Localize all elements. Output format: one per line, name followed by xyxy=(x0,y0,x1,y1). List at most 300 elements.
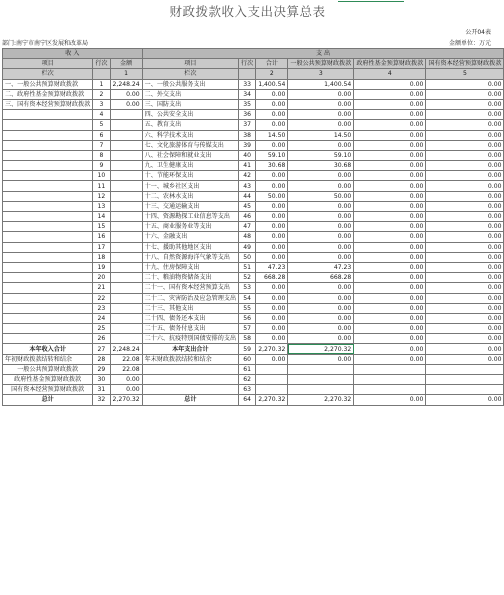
total-cell[interactable] xyxy=(288,385,354,395)
income-amount-cell[interactable] xyxy=(110,324,142,334)
income-amount-cell[interactable] xyxy=(110,222,142,232)
general-budget-cell[interactable]: 1,400.54 xyxy=(288,79,354,89)
total-cell[interactable]: 2,270.32 xyxy=(110,395,142,405)
general-budget-cell[interactable]: 0.00 xyxy=(288,324,354,334)
gov-fund-cell[interactable]: 0.00 xyxy=(354,120,426,130)
income-line-cell[interactable]: 7 xyxy=(93,140,110,150)
total-cell[interactable]: 0.00 xyxy=(288,354,354,364)
general-budget-cell[interactable]: 0.00 xyxy=(288,201,354,211)
state-capital-cell[interactable]: 0.00 xyxy=(426,273,504,283)
income-amount-cell[interactable] xyxy=(110,191,142,201)
gov-fund-cell[interactable]: 0.00 xyxy=(354,283,426,293)
total-cell[interactable]: 28 xyxy=(93,354,110,364)
expense-item-cell[interactable]: 十三、交通运输支出 xyxy=(142,201,238,211)
total-cell[interactable]: 2,248.24 xyxy=(110,344,142,354)
total-cell[interactable]: 国有资本经营预算财政拨款 xyxy=(3,385,93,395)
expense-item-cell[interactable]: 二十一、国有资本经营预算支出 xyxy=(142,283,238,293)
state-capital-cell[interactable]: 0.00 xyxy=(426,232,504,242)
total-cell[interactable] xyxy=(426,375,504,385)
income-item-cell[interactable] xyxy=(3,313,93,323)
expense-item-cell[interactable]: 十、节能环保支出 xyxy=(142,171,238,181)
expense-line-cell[interactable]: 56 xyxy=(239,313,256,323)
income-item-cell[interactable] xyxy=(3,140,93,150)
expense-item-cell[interactable]: 三、国防支出 xyxy=(142,99,238,109)
total-cell[interactable]: 60 xyxy=(239,354,256,364)
col-number-label-income[interactable]: 栏次 xyxy=(3,69,93,79)
expense-total-cell[interactable]: 0.00 xyxy=(256,212,288,222)
income-item-cell[interactable] xyxy=(3,181,93,191)
general-budget-cell[interactable]: 0.00 xyxy=(288,313,354,323)
income-amount-cell[interactable] xyxy=(110,201,142,211)
gov-fund-cell[interactable]: 0.00 xyxy=(354,161,426,171)
income-amount-cell[interactable] xyxy=(110,140,142,150)
gov-fund-cell[interactable]: 0.00 xyxy=(354,212,426,222)
income-amount-cell[interactable]: 2,248.24 xyxy=(110,79,142,89)
expense-line-cell[interactable]: 53 xyxy=(239,283,256,293)
expense-total-cell[interactable]: 0.00 xyxy=(256,313,288,323)
general-budget-cell[interactable]: 0.00 xyxy=(288,252,354,262)
income-line-cell[interactable]: 14 xyxy=(93,212,110,222)
state-capital-cell[interactable]: 0.00 xyxy=(426,89,504,99)
expense-line-cell[interactable]: 57 xyxy=(239,324,256,334)
general-budget-cell[interactable]: 0.00 xyxy=(288,181,354,191)
total-cell[interactable]: 政府性基金预算财政拨款 xyxy=(3,375,93,385)
gov-fund-cell[interactable]: 0.00 xyxy=(354,313,426,323)
col-number-5[interactable]: 5 xyxy=(426,69,504,79)
col-header-expense-item[interactable]: 项目 xyxy=(142,59,238,69)
state-capital-cell[interactable]: 0.00 xyxy=(426,262,504,272)
income-line-cell[interactable]: 22 xyxy=(93,293,110,303)
income-item-cell[interactable] xyxy=(3,262,93,272)
total-cell[interactable] xyxy=(288,364,354,374)
total-cell[interactable]: 61 xyxy=(239,364,256,374)
expense-line-cell[interactable]: 55 xyxy=(239,303,256,313)
expense-total-cell[interactable]: 0.00 xyxy=(256,252,288,262)
state-capital-cell[interactable]: 0.00 xyxy=(426,303,504,313)
general-budget-cell[interactable]: 0.00 xyxy=(288,293,354,303)
expense-total-cell[interactable]: 47.23 xyxy=(256,262,288,272)
income-line-cell[interactable]: 26 xyxy=(93,334,110,344)
income-line-cell[interactable]: 11 xyxy=(93,181,110,191)
gov-fund-cell[interactable]: 0.00 xyxy=(354,171,426,181)
expense-total-cell[interactable]: 0.00 xyxy=(256,303,288,313)
state-capital-cell[interactable]: 0.00 xyxy=(426,150,504,160)
expense-line-cell[interactable]: 35 xyxy=(239,99,256,109)
gov-fund-cell[interactable]: 0.00 xyxy=(354,293,426,303)
income-line-cell[interactable]: 12 xyxy=(93,191,110,201)
gov-fund-cell[interactable]: 0.00 xyxy=(354,242,426,252)
total-cell[interactable]: 0.00 xyxy=(354,395,426,405)
total-cell[interactable] xyxy=(354,385,426,395)
expense-total-cell[interactable]: 0.00 xyxy=(256,89,288,99)
state-capital-cell[interactable]: 0.00 xyxy=(426,181,504,191)
state-capital-cell[interactable]: 0.00 xyxy=(426,242,504,252)
income-item-cell[interactable]: 三、国有资本经营预算财政拨款 xyxy=(3,99,93,109)
total-cell[interactable]: 总计 xyxy=(142,395,238,405)
income-amount-cell[interactable] xyxy=(110,150,142,160)
state-capital-cell[interactable]: 0.00 xyxy=(426,201,504,211)
total-cell[interactable]: 2,270.32 xyxy=(256,395,288,405)
total-cell[interactable]: 32 xyxy=(93,395,110,405)
general-budget-cell[interactable]: 0.00 xyxy=(288,283,354,293)
general-budget-cell[interactable]: 668.28 xyxy=(288,273,354,283)
expense-total-cell[interactable]: 0.00 xyxy=(256,222,288,232)
general-budget-cell[interactable]: 0.00 xyxy=(288,140,354,150)
general-budget-cell[interactable]: 0.00 xyxy=(288,334,354,344)
income-item-cell[interactable] xyxy=(3,120,93,130)
total-cell[interactable]: 62 xyxy=(239,375,256,385)
gov-fund-cell[interactable]: 0.00 xyxy=(354,303,426,313)
gov-fund-cell[interactable]: 0.00 xyxy=(354,89,426,99)
total-cell[interactable]: 2,270.32 xyxy=(288,395,354,405)
state-capital-cell[interactable]: 0.00 xyxy=(426,283,504,293)
general-budget-cell[interactable]: 0.00 xyxy=(288,110,354,120)
total-cell[interactable]: 64 xyxy=(239,395,256,405)
income-item-cell[interactable] xyxy=(3,293,93,303)
general-budget-cell[interactable]: 14.50 xyxy=(288,130,354,140)
gov-fund-cell[interactable]: 0.00 xyxy=(354,110,426,120)
col-header-income-item[interactable]: 项目 xyxy=(3,59,93,69)
expense-item-cell[interactable]: 七、文化旅游体育与传媒支出 xyxy=(142,140,238,150)
expense-total-cell[interactable]: 0.00 xyxy=(256,201,288,211)
expense-total-cell[interactable]: 0.00 xyxy=(256,242,288,252)
expense-total-cell[interactable]: 0.00 xyxy=(256,171,288,181)
expense-total-cell[interactable]: 14.50 xyxy=(256,130,288,140)
expense-line-cell[interactable]: 41 xyxy=(239,161,256,171)
total-cell[interactable]: 本年收入合计 xyxy=(3,344,93,354)
state-capital-cell[interactable]: 0.00 xyxy=(426,313,504,323)
total-cell[interactable] xyxy=(426,385,504,395)
total-cell[interactable] xyxy=(142,364,238,374)
total-cell[interactable] xyxy=(256,385,288,395)
income-line-cell[interactable]: 1 xyxy=(93,79,110,89)
expense-line-cell[interactable]: 51 xyxy=(239,262,256,272)
income-line-cell[interactable]: 15 xyxy=(93,222,110,232)
expense-item-cell[interactable]: 二十四、债务还本支出 xyxy=(142,313,238,323)
total-cell[interactable]: 31 xyxy=(93,385,110,395)
total-cell[interactable] xyxy=(256,364,288,374)
income-item-cell[interactable] xyxy=(3,324,93,334)
expense-item-cell[interactable]: 十五、商业服务业等支出 xyxy=(142,222,238,232)
income-amount-cell[interactable]: 0.00 xyxy=(110,89,142,99)
total-cell[interactable]: 2,270.32 xyxy=(256,344,288,354)
total-cell[interactable]: 29 xyxy=(93,364,110,374)
general-budget-cell[interactable]: 0.00 xyxy=(288,232,354,242)
expense-line-cell[interactable]: 48 xyxy=(239,232,256,242)
income-line-cell[interactable]: 21 xyxy=(93,283,110,293)
expense-line-cell[interactable]: 50 xyxy=(239,252,256,262)
general-budget-cell[interactable]: 0.00 xyxy=(288,171,354,181)
expense-item-cell[interactable]: 二十、粮油物资储备支出 xyxy=(142,273,238,283)
total-cell[interactable]: 0.00 xyxy=(426,395,504,405)
gov-fund-cell[interactable]: 0.00 xyxy=(354,150,426,160)
income-amount-cell[interactable] xyxy=(110,242,142,252)
income-amount-cell[interactable] xyxy=(110,181,142,191)
state-capital-cell[interactable]: 0.00 xyxy=(426,79,504,89)
state-capital-cell[interactable]: 0.00 xyxy=(426,161,504,171)
expense-total-cell[interactable]: 0.00 xyxy=(256,99,288,109)
gov-fund-cell[interactable]: 0.00 xyxy=(354,262,426,272)
expense-line-cell[interactable]: 54 xyxy=(239,293,256,303)
income-amount-cell[interactable] xyxy=(110,283,142,293)
col-header-gov-fund[interactable]: 政府性基金预算财政拨款 xyxy=(354,59,426,69)
expense-line-cell[interactable]: 52 xyxy=(239,273,256,283)
income-line-cell[interactable]: 24 xyxy=(93,313,110,323)
total-cell[interactable]: 22.08 xyxy=(110,364,142,374)
expense-item-cell[interactable]: 一、一般公共服务支出 xyxy=(142,79,238,89)
total-cell[interactable]: 2,270.32 xyxy=(288,344,354,354)
income-amount-cell[interactable] xyxy=(110,120,142,130)
expense-line-cell[interactable]: 58 xyxy=(239,334,256,344)
expense-line-cell[interactable]: 46 xyxy=(239,212,256,222)
expense-total-cell[interactable]: 668.28 xyxy=(256,273,288,283)
income-line-cell[interactable]: 4 xyxy=(93,110,110,120)
total-cell[interactable]: 63 xyxy=(239,385,256,395)
expense-line-cell[interactable]: 43 xyxy=(239,181,256,191)
general-budget-cell[interactable]: 0.00 xyxy=(288,303,354,313)
expense-item-cell[interactable]: 二十六、抗疫特别国债安排的支出 xyxy=(142,334,238,344)
expense-total-cell[interactable]: 0.00 xyxy=(256,324,288,334)
general-budget-cell[interactable]: 0.00 xyxy=(288,120,354,130)
total-cell[interactable] xyxy=(354,364,426,374)
income-line-cell[interactable]: 17 xyxy=(93,242,110,252)
income-line-cell[interactable]: 16 xyxy=(93,232,110,242)
total-cell[interactable]: 总计 xyxy=(3,395,93,405)
col-number-1[interactable]: 1 xyxy=(110,69,142,79)
expense-total-cell[interactable]: 0.00 xyxy=(256,110,288,120)
total-cell[interactable]: 22.08 xyxy=(110,354,142,364)
expense-total-cell[interactable]: 0.00 xyxy=(256,293,288,303)
general-budget-cell[interactable]: 0.00 xyxy=(288,99,354,109)
col-header-total[interactable]: 合计 xyxy=(256,59,288,69)
total-cell[interactable] xyxy=(142,385,238,395)
state-capital-cell[interactable]: 0.00 xyxy=(426,99,504,109)
state-capital-cell[interactable]: 0.00 xyxy=(426,171,504,181)
income-item-cell[interactable] xyxy=(3,150,93,160)
general-budget-cell[interactable]: 47.23 xyxy=(288,262,354,272)
expense-item-cell[interactable]: 六、科学技术支出 xyxy=(142,130,238,140)
income-item-cell[interactable] xyxy=(3,273,93,283)
expense-item-cell[interactable]: 十八、自然资源海洋气象等支出 xyxy=(142,252,238,262)
general-budget-cell[interactable]: 30.68 xyxy=(288,161,354,171)
col-header-income-line[interactable]: 行次 xyxy=(93,59,110,69)
total-cell[interactable]: 27 xyxy=(93,344,110,354)
expense-item-cell[interactable]: 五、教育支出 xyxy=(142,120,238,130)
income-amount-cell[interactable] xyxy=(110,313,142,323)
income-group-header[interactable]: 收 入 xyxy=(3,49,143,59)
gov-fund-cell[interactable]: 0.00 xyxy=(354,252,426,262)
gov-fund-cell[interactable]: 0.00 xyxy=(354,191,426,201)
total-cell[interactable]: 年初财政拨款结转和结余 xyxy=(3,354,93,364)
state-capital-cell[interactable]: 0.00 xyxy=(426,293,504,303)
total-cell[interactable]: 0.00 xyxy=(110,375,142,385)
income-amount-cell[interactable]: 0.00 xyxy=(110,99,142,109)
income-item-cell[interactable] xyxy=(3,334,93,344)
col-number-2[interactable]: 2 xyxy=(256,69,288,79)
expense-item-cell[interactable]: 十七、援助其他地区支出 xyxy=(142,242,238,252)
expense-line-cell[interactable]: 47 xyxy=(239,222,256,232)
expense-total-cell[interactable]: 30.68 xyxy=(256,161,288,171)
col-header-income-amount[interactable]: 金额 xyxy=(110,59,142,69)
income-item-cell[interactable] xyxy=(3,161,93,171)
income-line-cell[interactable]: 6 xyxy=(93,130,110,140)
income-item-cell[interactable] xyxy=(3,212,93,222)
income-amount-cell[interactable] xyxy=(110,110,142,120)
state-capital-cell[interactable]: 0.00 xyxy=(426,140,504,150)
gov-fund-cell[interactable]: 0.00 xyxy=(354,232,426,242)
income-amount-cell[interactable] xyxy=(110,334,142,344)
expense-line-cell[interactable]: 45 xyxy=(239,201,256,211)
expense-item-cell[interactable]: 九、卫生健康支出 xyxy=(142,161,238,171)
total-cell[interactable]: 年末财政拨款结转和结余 xyxy=(142,354,238,364)
income-amount-cell[interactable] xyxy=(110,161,142,171)
expense-item-cell[interactable]: 二、外交支出 xyxy=(142,89,238,99)
income-amount-cell[interactable] xyxy=(110,130,142,140)
expense-total-cell[interactable]: 59.10 xyxy=(256,150,288,160)
income-line-cell[interactable]: 13 xyxy=(93,201,110,211)
col-header-state-capital[interactable]: 国有资本经营预算财政拨款 xyxy=(426,59,504,69)
total-cell[interactable]: 30 xyxy=(93,375,110,385)
income-item-cell[interactable] xyxy=(3,110,93,120)
expense-line-cell[interactable]: 37 xyxy=(239,120,256,130)
total-cell[interactable]: 59 xyxy=(239,344,256,354)
income-amount-cell[interactable] xyxy=(110,273,142,283)
income-amount-cell[interactable] xyxy=(110,252,142,262)
expense-item-cell[interactable]: 二十五、债务付息支出 xyxy=(142,324,238,334)
col-number-empty[interactable] xyxy=(239,69,256,79)
col-number-label-expense[interactable]: 栏次 xyxy=(142,69,238,79)
expense-item-cell[interactable]: 二十二、灾害防治及应急管理支出 xyxy=(142,293,238,303)
income-item-cell[interactable] xyxy=(3,242,93,252)
expense-item-cell[interactable]: 十九、住房保障支出 xyxy=(142,262,238,272)
state-capital-cell[interactable]: 0.00 xyxy=(426,334,504,344)
income-line-cell[interactable]: 5 xyxy=(93,120,110,130)
expense-line-cell[interactable]: 49 xyxy=(239,242,256,252)
col-number-empty[interactable] xyxy=(93,69,110,79)
state-capital-cell[interactable]: 0.00 xyxy=(426,252,504,262)
expense-total-cell[interactable]: 0.00 xyxy=(256,334,288,344)
income-line-cell[interactable]: 10 xyxy=(93,171,110,181)
state-capital-cell[interactable]: 0.00 xyxy=(426,110,504,120)
income-line-cell[interactable]: 3 xyxy=(93,99,110,109)
income-amount-cell[interactable] xyxy=(110,171,142,181)
income-item-cell[interactable]: 一、一般公共预算财政拨款 xyxy=(3,79,93,89)
income-line-cell[interactable]: 20 xyxy=(93,273,110,283)
expense-line-cell[interactable]: 42 xyxy=(239,171,256,181)
income-item-cell[interactable] xyxy=(3,130,93,140)
total-cell[interactable] xyxy=(426,364,504,374)
total-cell[interactable] xyxy=(256,375,288,385)
general-budget-cell[interactable]: 59.10 xyxy=(288,150,354,160)
total-cell[interactable]: 0.00 xyxy=(354,344,426,354)
expense-line-cell[interactable]: 34 xyxy=(239,89,256,99)
income-item-cell[interactable] xyxy=(3,232,93,242)
expense-item-cell[interactable]: 八、社会保障和就业支出 xyxy=(142,150,238,160)
income-line-cell[interactable]: 23 xyxy=(93,303,110,313)
gov-fund-cell[interactable]: 0.00 xyxy=(354,140,426,150)
gov-fund-cell[interactable]: 0.00 xyxy=(354,324,426,334)
income-item-cell[interactable] xyxy=(3,191,93,201)
income-amount-cell[interactable] xyxy=(110,262,142,272)
expense-item-cell[interactable]: 四、公共安全支出 xyxy=(142,110,238,120)
income-line-cell[interactable]: 9 xyxy=(93,161,110,171)
income-line-cell[interactable]: 19 xyxy=(93,262,110,272)
gov-fund-cell[interactable]: 0.00 xyxy=(354,273,426,283)
total-cell[interactable]: 0.00 xyxy=(426,354,504,364)
expense-item-cell[interactable]: 十二、农林水支出 xyxy=(142,191,238,201)
gov-fund-cell[interactable]: 0.00 xyxy=(354,222,426,232)
gov-fund-cell[interactable]: 0.00 xyxy=(354,181,426,191)
income-item-cell[interactable] xyxy=(3,201,93,211)
income-amount-cell[interactable] xyxy=(110,303,142,313)
state-capital-cell[interactable]: 0.00 xyxy=(426,191,504,201)
expense-item-cell[interactable]: 十四、资源勘探工业信息等支出 xyxy=(142,212,238,222)
income-line-cell[interactable]: 8 xyxy=(93,150,110,160)
income-line-cell[interactable]: 2 xyxy=(93,89,110,99)
state-capital-cell[interactable]: 0.00 xyxy=(426,130,504,140)
expense-total-cell[interactable]: 0.00 xyxy=(256,181,288,191)
expense-total-cell[interactable]: 0.00 xyxy=(256,232,288,242)
income-item-cell[interactable] xyxy=(3,303,93,313)
expense-total-cell[interactable]: 0.00 xyxy=(256,283,288,293)
col-header-expense-line[interactable]: 行次 xyxy=(239,59,256,69)
total-cell[interactable]: 0.00 xyxy=(354,354,426,364)
income-item-cell[interactable]: 二、政府性基金预算财政拨款 xyxy=(3,89,93,99)
income-line-cell[interactable]: 25 xyxy=(93,324,110,334)
expense-item-cell[interactable]: 二十三、其他支出 xyxy=(142,303,238,313)
gov-fund-cell[interactable]: 0.00 xyxy=(354,201,426,211)
total-cell[interactable]: 0.00 xyxy=(256,354,288,364)
expense-total-cell[interactable]: 50.00 xyxy=(256,191,288,201)
state-capital-cell[interactable]: 0.00 xyxy=(426,212,504,222)
income-amount-cell[interactable] xyxy=(110,212,142,222)
state-capital-cell[interactable]: 0.00 xyxy=(426,324,504,334)
col-number-4[interactable]: 4 xyxy=(354,69,426,79)
income-item-cell[interactable] xyxy=(3,283,93,293)
general-budget-cell[interactable]: 0.00 xyxy=(288,89,354,99)
expense-line-cell[interactable]: 33 xyxy=(239,79,256,89)
general-budget-cell[interactable]: 0.00 xyxy=(288,212,354,222)
expense-line-cell[interactable]: 40 xyxy=(239,150,256,160)
income-line-cell[interactable]: 18 xyxy=(93,252,110,262)
expense-line-cell[interactable]: 39 xyxy=(239,140,256,150)
state-capital-cell[interactable]: 0.00 xyxy=(426,120,504,130)
expense-total-cell[interactable]: 1,400.54 xyxy=(256,79,288,89)
income-item-cell[interactable] xyxy=(3,222,93,232)
expense-line-cell[interactable]: 36 xyxy=(239,110,256,120)
income-amount-cell[interactable] xyxy=(110,293,142,303)
total-cell[interactable] xyxy=(288,375,354,385)
expense-line-cell[interactable]: 44 xyxy=(239,191,256,201)
income-item-cell[interactable] xyxy=(3,252,93,262)
expense-group-header[interactable]: 支 出 xyxy=(142,49,504,59)
general-budget-cell[interactable]: 0.00 xyxy=(288,222,354,232)
total-cell[interactable]: 0.00 xyxy=(426,344,504,354)
general-budget-cell[interactable]: 50.00 xyxy=(288,191,354,201)
gov-fund-cell[interactable]: 0.00 xyxy=(354,79,426,89)
expense-item-cell[interactable]: 十一、城乡社区支出 xyxy=(142,181,238,191)
total-cell[interactable]: 本年支出合计 xyxy=(142,344,238,354)
gov-fund-cell[interactable]: 0.00 xyxy=(354,99,426,109)
col-header-general-budget[interactable]: 一般公共预算财政拨款 xyxy=(288,59,354,69)
income-item-cell[interactable] xyxy=(3,171,93,181)
expense-item-cell[interactable]: 十六、金融支出 xyxy=(142,232,238,242)
total-cell[interactable] xyxy=(142,375,238,385)
general-budget-cell[interactable]: 0.00 xyxy=(288,242,354,252)
income-amount-cell[interactable] xyxy=(110,232,142,242)
total-cell[interactable]: 0.00 xyxy=(110,385,142,395)
state-capital-cell[interactable]: 0.00 xyxy=(426,222,504,232)
